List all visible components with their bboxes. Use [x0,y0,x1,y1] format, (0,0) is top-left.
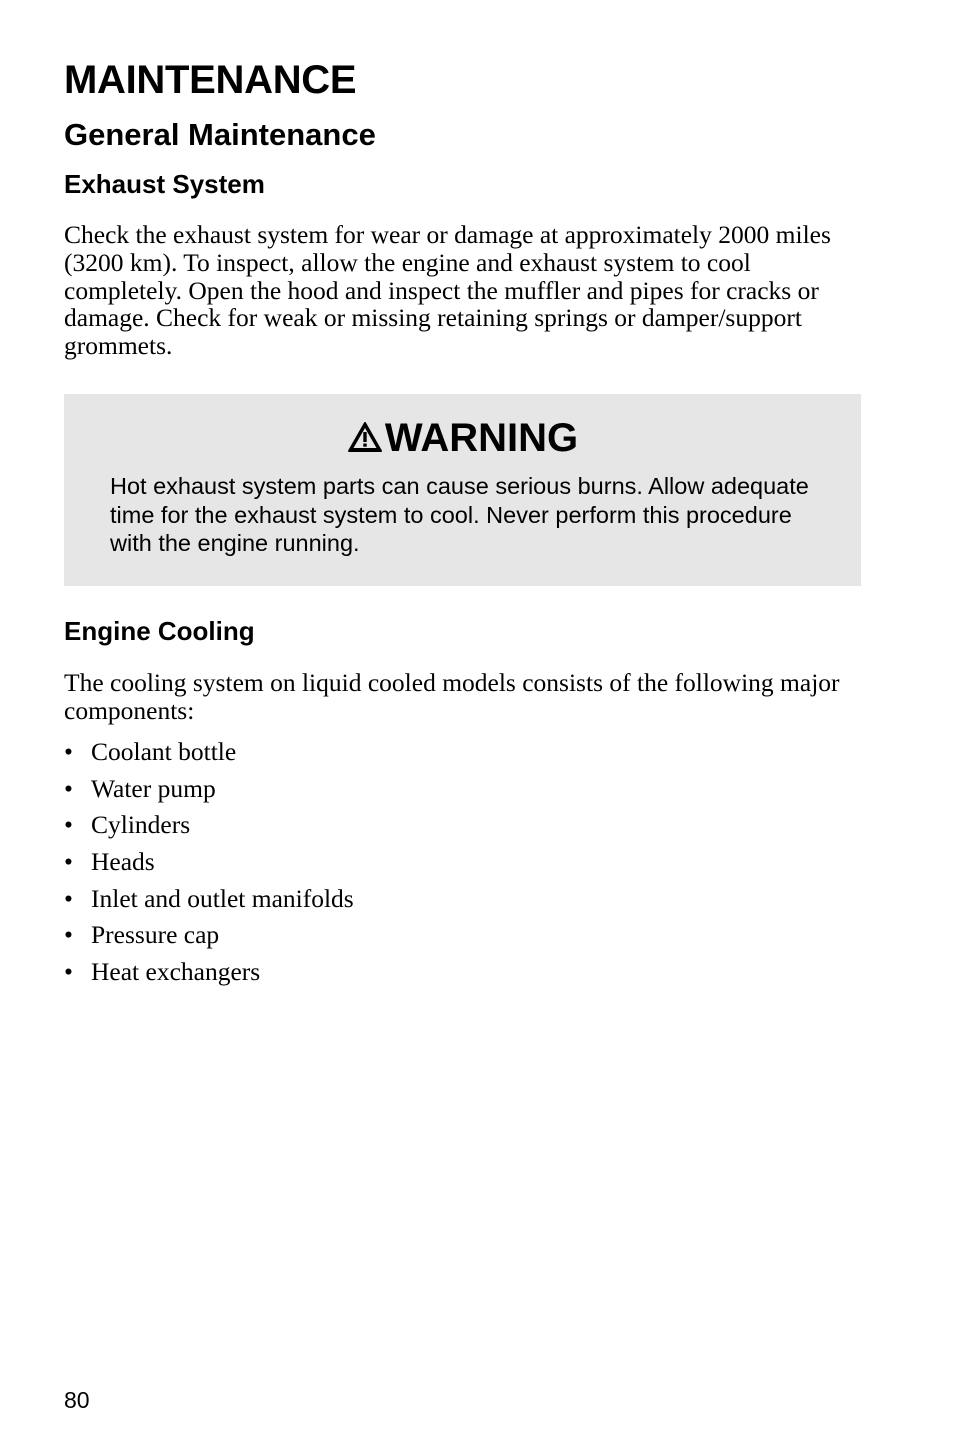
subsection-title: General Maintenance [64,117,376,152]
exhaust-system-heading: Exhaust System [64,169,265,199]
warning-text: Hot exhaust system parts can cause serious burns. Allow adequate time for the exhaust system to cool. Never perform this procedure with the engine running. [110,473,809,557]
list-item-label: Heads [91,847,155,877]
bullet-icon: • [64,773,73,803]
warning-title-text: WARNING [384,416,579,460]
list-item [64,917,354,954]
list-item [64,881,354,918]
list-item [64,771,354,808]
bullet-icon: • [64,957,73,987]
exhaust-system-paragraph: Check the exhaust system for wear or damage at approximately 2000 miles (3200 km). To inspect, allow the engine and exhaust system to cool completely. Open the hood and inspect the muffler and pipes for cracks or damage. Check for weak or missing retaining springs or damper/support grommets. [64,220,831,361]
section-title: MAINTENANCE [64,58,357,102]
list-item-label: Cylinders [91,810,191,840]
warning-title [64,414,861,462]
bullet-icon: • [64,847,73,877]
list-item-label: Heat exchangers [91,957,261,987]
list-item [64,807,354,844]
engine-cooling-heading: Engine Cooling [64,616,255,646]
list-item [64,954,354,991]
list-item [64,734,354,771]
bullet-icon: • [64,883,73,913]
list-item-label: Pressure cap [91,920,220,950]
list-item [64,844,354,881]
bullet-icon: • [64,920,73,950]
bullet-icon: • [64,810,73,840]
engine-cooling-paragraph: The cooling system on liquid cooled models consists of the following major components: [64,668,840,725]
warning-triangle-icon [347,421,383,453]
cooling-components-list [64,734,354,991]
list-item-label: Coolant bottle [91,737,237,766]
warning-box [64,394,861,586]
list-item-label: Water pump [91,773,216,803]
bullet-icon: • [64,737,73,766]
list-item-label: Inlet and outlet manifolds [91,883,354,913]
page-number: 80 [64,1387,90,1413]
